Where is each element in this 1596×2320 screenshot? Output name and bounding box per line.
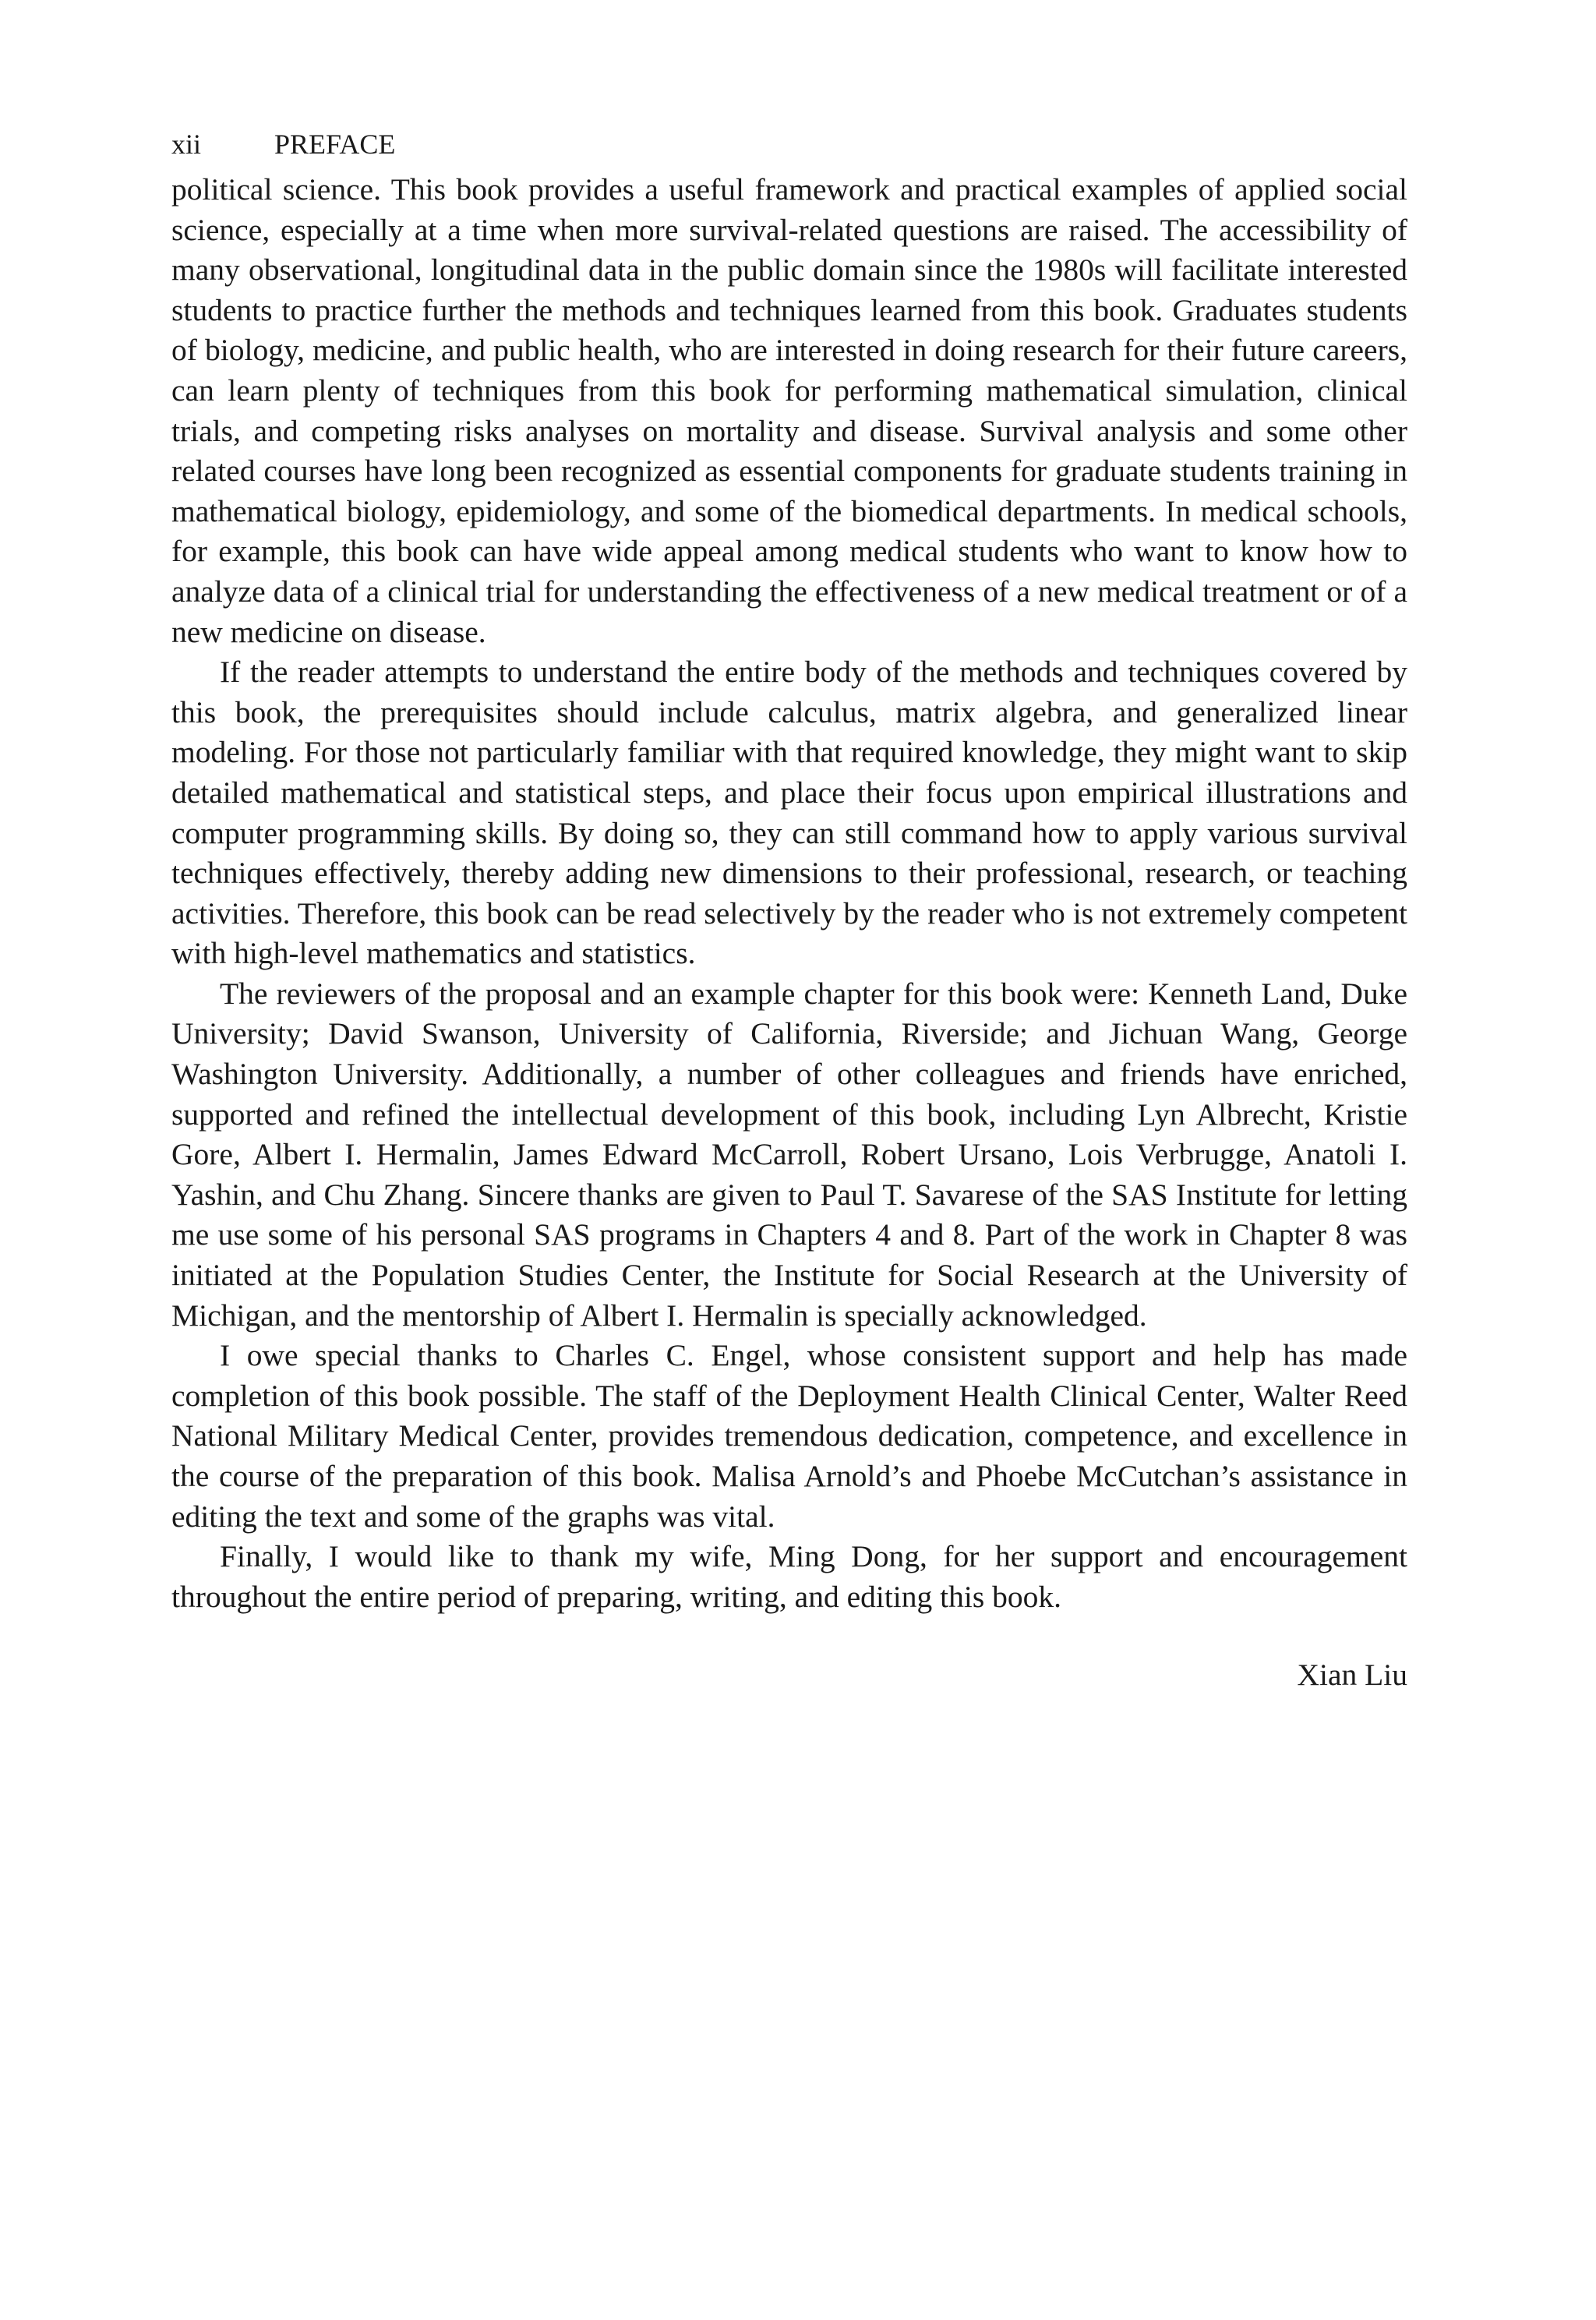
author-signature: Xian Liu	[1297, 1658, 1407, 1693]
preface-body	[171, 170, 1407, 1617]
paragraph-continued: political science. This book provides a useful framework and practical examples of applied social science, especially at a time when more survival-related questions are raised. The accessibility of many observational, longitudinal data in the public domain since the 1980s will facilitate interested students to practice further the methods and techniques learned from this book. Graduates students of biology, medicine, and public health, who are interested in doing research for their future careers, can learn plenty of techniques from this book for performing mathematical simulation, clinical trials, and competing risks analyses on mortality and disease. Survival analysis and some other related courses have long been recognized as essential components for graduate students training in mathematical biology, epidemiology, and some of the biomedical departments. In medical schools, for example, this book can have wide appeal among medical students who want to know how to analyze data of a clinical trial for understanding the effectiveness of a new medical treatment or of a new medicine on disease.	[171, 172, 1407, 649]
page-number: xii	[171, 129, 202, 160]
book-page	[171, 125, 1407, 1696]
running-head	[171, 125, 1407, 164]
paragraph-family: Finally, I would like to thank my wife, Ming Dong, for her support and encouragement throughout the entire period of preparing, writing, and editing this book.	[171, 1539, 1407, 1614]
paragraph-thanks: I owe special thanks to Charles C. Engel, whose consistent support and help has made completion of this book possible. The staff of the Deployment Health Clinical Center, Walter Reed National Military Medical Center, provides tremendous dedication, competence, and excellence in the course of the preparation of this book. Malisa Arnold’s and Phoebe McCutchan’s assistance in editing the text and some of the graphs was vital.	[171, 1338, 1407, 1534]
section-title: PREFACE	[274, 129, 396, 160]
paragraph-reviewers: The reviewers of the proposal and an example chapter for this book were: Kenneth Land, Duke University; David Swanson, University of California, Riverside; and Jichuan Wang, George Washington University. Additionally, a number of other colleagues and friends have enriched, supported and refined the intellectual development of this book, including Lyn Albrecht, Kristie Gore, Albert I. Hermalin, James Edward McCarroll, Robert Ursano, Lois Verbrugge, Anatoli I. Yashin, and Chu Zhang. Sincere thanks are given to Paul T. Savarese of the SAS Institute for letting me use some of his personal SAS programs in Chapters 4 and 8. Part of the work in Chapter 8 was initiated at the Population Studies Center, the Institute for Social Research at the University of Michigan, and the mentorship of Albert I. Hermalin is specially acknowledged.	[171, 976, 1407, 1333]
paragraph-prerequisites: If the reader attempts to understand the entire body of the methods and techniques covered by this book, the prerequisites should include calculus, matrix algebra, and generalized linear modeling. For those not particularly familiar with that required knowledge, they might want to skip detailed mathematical and statistical steps, and place their focus upon empirical illustrations and computer programming skills. By doing so, they can still command how to apply various survival techniques effectively, thereby adding new dimensions to their professional, research, or teaching activities. Therefore, this book can be read selectively by the reader who is not extremely competent with high-level mathematics and statistics.	[171, 655, 1407, 971]
